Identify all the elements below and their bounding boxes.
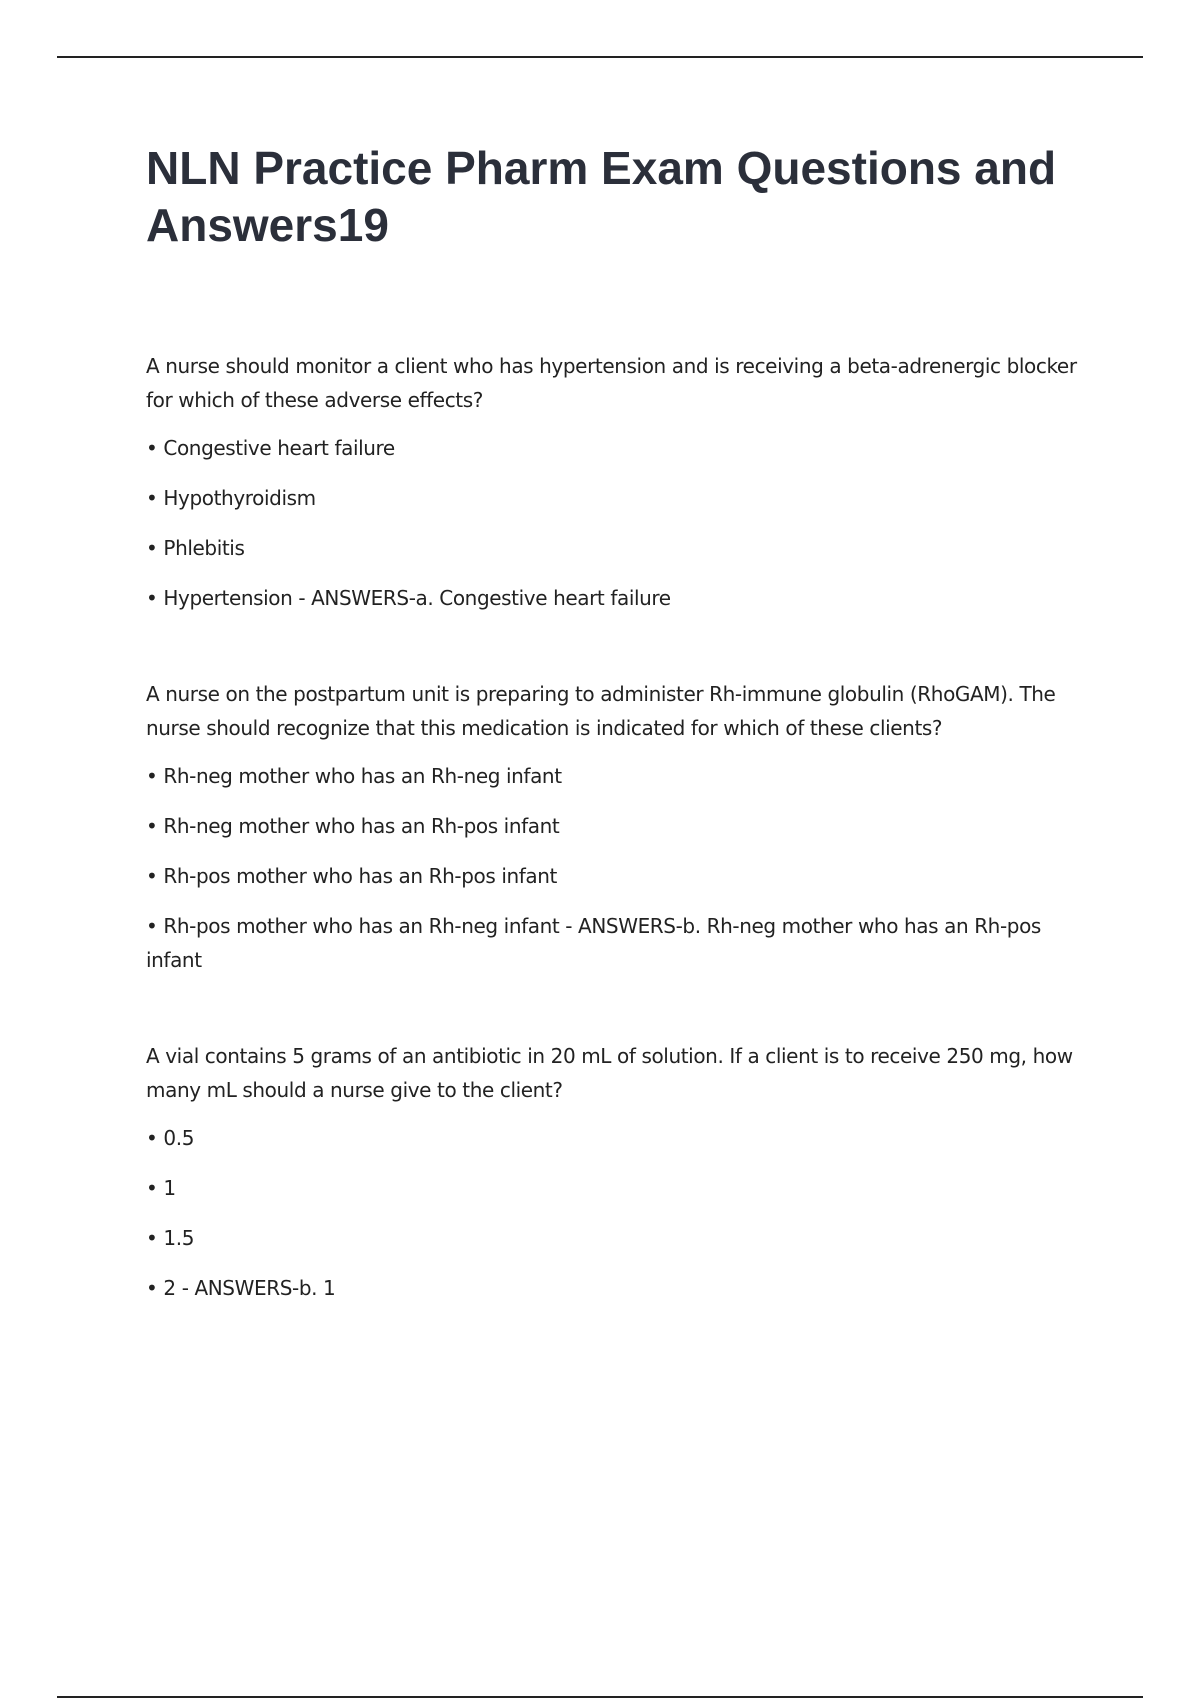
question-1	[146, 349, 1096, 615]
question-stem: A nurse on the postpartum unit is preparing to administer Rh-immune globulin (RhoGAM). The nurse should recognize that this medication is indicated for which of these clients?	[146, 682, 1056, 740]
question-stem: A vial contains 5 grams of an antibiotic in 20 mL of solution. If a client is to receive 250 mg, how many mL should a nurse give to the client?	[146, 1044, 1073, 1102]
answer-option	[146, 759, 1096, 793]
answer-option	[146, 859, 1096, 893]
option-text: Rh-pos mother who has an Rh-neg infant - ANSWERS-b. Rh-neg mother who has an Rh-pos infant	[146, 914, 1041, 972]
question-stem: A nurse should monitor a client who has hypertension and is receiving a beta-adrenergic blocker for which of these adverse effects?	[146, 354, 1077, 412]
option-text: Congestive heart failure	[163, 436, 395, 460]
question-3	[146, 1039, 1096, 1305]
answer-option	[146, 1121, 1096, 1155]
answer-option-with-answer	[146, 1271, 1096, 1305]
bullet-icon: •	[146, 1276, 158, 1300]
page-title: NLN Practice Pharm Exam Questions and Answers19	[146, 142, 1057, 251]
option-text: 1.5	[163, 1226, 195, 1250]
bullet-icon: •	[146, 914, 158, 938]
answer-option	[146, 531, 1096, 565]
answer-option	[146, 1221, 1096, 1255]
bullet-icon: •	[146, 864, 158, 888]
bullet-icon: •	[146, 536, 158, 560]
option-text: Hypothyroidism	[163, 486, 316, 510]
answer-option-with-answer	[146, 581, 1096, 615]
question-2	[146, 677, 1096, 977]
option-text: Rh-pos mother who has an Rh-pos infant	[163, 864, 557, 888]
answer-option	[146, 431, 1096, 465]
bullet-icon: •	[146, 436, 158, 460]
option-text: Hypertension - ANSWERS-a. Congestive heart failure	[163, 586, 671, 610]
bullet-icon: •	[146, 1126, 158, 1150]
option-text: 2 - ANSWERS-b. 1	[163, 1276, 336, 1300]
bottom-divider	[57, 1696, 1143, 1698]
option-text: Phlebitis	[163, 536, 245, 560]
bullet-icon: •	[146, 1226, 158, 1250]
answer-option	[146, 481, 1096, 515]
document-page	[146, 140, 1096, 1305]
answer-option-with-answer	[146, 909, 1096, 977]
option-text: Rh-neg mother who has an Rh-neg infant	[163, 764, 562, 788]
bullet-icon: •	[146, 586, 158, 610]
bullet-icon: •	[146, 814, 158, 838]
bullet-icon: •	[146, 1176, 158, 1200]
bullet-icon: •	[146, 764, 158, 788]
answer-option	[146, 809, 1096, 843]
top-divider	[57, 56, 1143, 58]
bullet-icon: •	[146, 486, 158, 510]
answer-option	[146, 1171, 1096, 1205]
option-text: Rh-neg mother who has an Rh-pos infant	[163, 814, 560, 838]
option-text: 0.5	[163, 1126, 195, 1150]
option-text: 1	[163, 1176, 176, 1200]
